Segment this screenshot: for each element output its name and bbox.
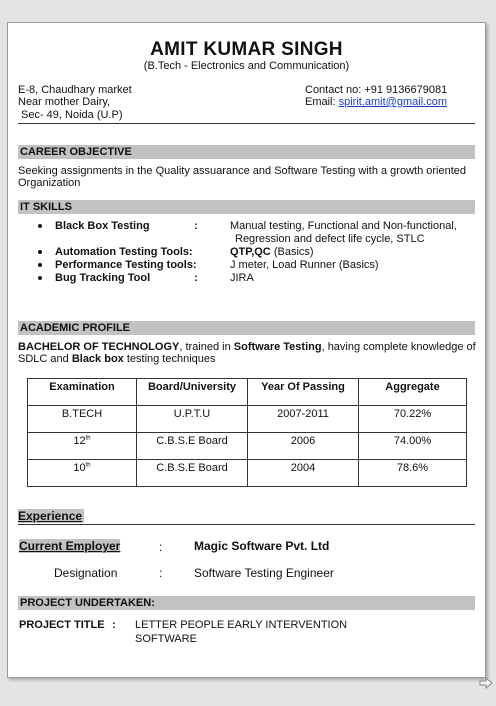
skill-label-performance: Performance Testing tools: — [55, 259, 197, 271]
academic-intro-line-1 — [18, 341, 476, 353]
table-row — [28, 460, 467, 487]
skill-sep-bug-tracking: : — [194, 272, 198, 284]
address-line-2: Near mother Dairy, — [18, 96, 111, 108]
skill-label-bug-tracking: Bug Tracking Tool — [55, 272, 151, 284]
table-row — [28, 406, 467, 433]
skill-value-automation — [230, 246, 314, 258]
project-title-sep: : — [112, 619, 116, 631]
skill-value-black-box: Manual testing, Functional and Non-functional, — [230, 220, 457, 232]
column-header: Board/University — [137, 379, 248, 406]
experience-divider — [18, 524, 475, 525]
candidate-degree: (B.Tech - Electronics and Communication) — [143, 60, 350, 72]
career-objective-heading: CAREER OBJECTIVE — [18, 145, 475, 159]
project-title-line-1: LETTER PEOPLE EARLY INTERVENTION — [135, 619, 348, 631]
academic-table — [27, 378, 467, 487]
table-cell-aggregate: 78.6% — [359, 460, 467, 487]
employer-name: Magic Software Pvt. Ltd — [194, 539, 330, 553]
bullet-icon — [38, 263, 42, 267]
skill-value-automation-bold: QTP,QC — [230, 246, 271, 258]
table-cell-aggregate: 74.00% — [359, 433, 467, 460]
table-row — [28, 433, 467, 460]
table-header-row — [28, 379, 467, 406]
column-header: Examination — [28, 379, 137, 406]
exam-name: 12 — [73, 435, 86, 447]
address-line-1: E-8, Chaudhary market — [18, 84, 132, 96]
career-objective-line-2: Organization — [18, 177, 81, 189]
intro-mid: , trained in — [179, 341, 234, 353]
table-cell-exam — [28, 460, 137, 487]
table-cell-board: C.B.S.E Board — [137, 433, 248, 460]
academic-profile-heading: ACADEMIC PROFILE — [18, 321, 475, 335]
intro2-end: testing techniques — [123, 353, 216, 365]
training-name: Software Testing — [233, 341, 322, 353]
arrow-right-icon[interactable] — [479, 676, 493, 690]
email-link[interactable]: spirit.amit@gmail.com — [338, 96, 447, 108]
contact-phone: Contact no: +91 9136679081 — [305, 84, 448, 96]
intro2-bold: Black box — [71, 353, 124, 365]
table-cell-exam — [28, 406, 137, 433]
bullet-icon — [38, 276, 42, 280]
table-cell-year: 2004 — [248, 460, 359, 487]
experience-heading: Experience — [18, 509, 83, 523]
exam-suffix: th — [85, 435, 91, 442]
exam-name: 10 — [73, 462, 86, 474]
project-heading: PROJECT UNDERTAKEN: — [18, 596, 475, 610]
table-cell-year: 2007-2011 — [248, 406, 359, 433]
designation-value: Software Testing Engineer — [194, 566, 334, 580]
resume-page — [7, 22, 486, 678]
candidate-name: AMIT KUMAR SINGH — [150, 39, 343, 60]
table-cell-aggregate: 70.22% — [359, 406, 467, 433]
column-header: Aggregate — [359, 379, 467, 406]
designation-label: Designation — [54, 566, 118, 580]
table-cell-board: C.B.S.E Board — [137, 460, 248, 487]
table-cell-board: U.P.T.U — [137, 406, 248, 433]
header-divider — [18, 123, 475, 124]
it-skills-heading: IT SKILLS — [18, 200, 475, 214]
skill-label-automation: Automation Testing Tools: — [55, 246, 193, 258]
degree-name: BACHELOR OF TECHNOLOGY — [18, 341, 180, 353]
address-line-3: Sec- 49, Noida (U.P) — [21, 109, 123, 121]
academic-intro-line-2 — [18, 353, 216, 365]
designation-sep: : — [159, 566, 163, 580]
skill-sep-black-box: : — [194, 220, 198, 232]
skill-value-bug-tracking: JIRA — [230, 272, 254, 284]
intro-end: , having complete knowledge of — [321, 341, 476, 353]
employer-sep: : — [159, 540, 163, 554]
exam-name: B.TECH — [61, 408, 103, 420]
skill-value-black-box-line2: Regression and defect life cycle, STLC — [235, 233, 425, 245]
skill-label-black-box: Black Box Testing — [55, 220, 150, 232]
column-header: Year Of Passing — [248, 379, 359, 406]
project-title-line-2: SOFTWARE — [135, 633, 197, 645]
skill-value-performance: J meter, Load Runner (Basics) — [230, 259, 379, 271]
bullet-icon — [38, 250, 42, 254]
intro2-start: SDLC and — [18, 353, 72, 365]
bullet-icon — [38, 224, 42, 228]
email-label: Email: — [305, 96, 339, 108]
table-cell-exam — [28, 433, 137, 460]
exam-suffix: th — [85, 462, 91, 469]
current-employer-label: Current Employer — [19, 539, 121, 553]
project-title-label: PROJECT TITLE — [19, 619, 105, 631]
contact-email-row — [305, 96, 447, 108]
table-cell-year: 2006 — [248, 433, 359, 460]
career-objective-line-1: Seeking assignments in the Quality assuarance and Software Testing with a growth oriented — [18, 165, 466, 177]
skill-value-automation-rest: (Basics) — [270, 246, 314, 258]
